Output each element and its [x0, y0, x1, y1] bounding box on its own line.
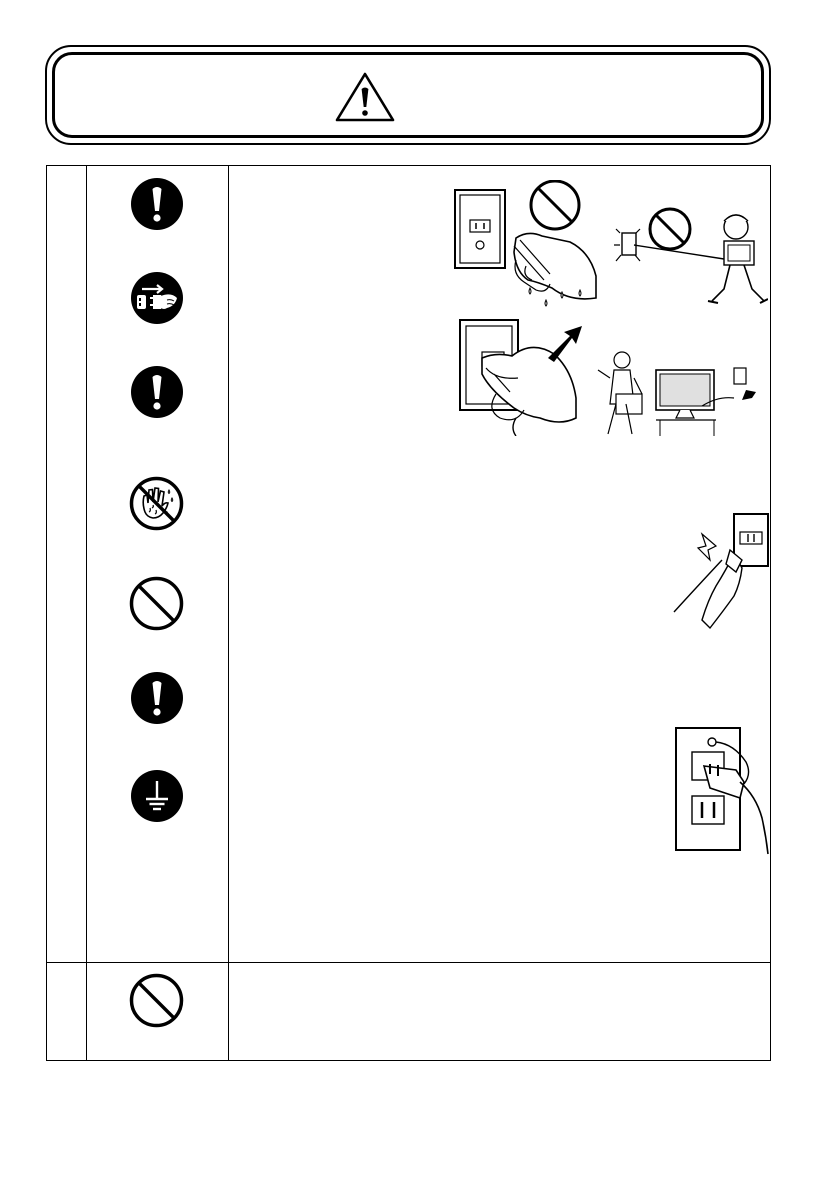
table-row-divider: [46, 962, 771, 963]
unplug-from-outlet-icon: [131, 272, 183, 324]
table-column-divider-symbol: [228, 165, 229, 1061]
prohibition-icon: [129, 576, 184, 631]
grounded-outlet-illustration: [674, 722, 770, 856]
table-column-divider-category: [86, 165, 87, 1061]
warning-triangle-icon: [334, 71, 396, 123]
mandatory-action-icon: [131, 672, 183, 724]
no-pulling-cord-illustration: [612, 205, 768, 313]
prohibition-icon: [129, 973, 184, 1028]
unplug-when-away-illustration: [596, 348, 768, 438]
ground-connection-icon: [131, 770, 183, 822]
hold-plug-when-unplugging-illustration: [664, 510, 770, 634]
no-wet-hands-icon: [129, 476, 184, 531]
warning-banner-inner-frame: [52, 52, 764, 138]
no-wet-plug-illustration: [450, 180, 602, 312]
insert-plug-fully-illustration: [456, 318, 584, 436]
mandatory-action-icon: [131, 366, 183, 418]
mandatory-action-icon: [131, 178, 183, 230]
